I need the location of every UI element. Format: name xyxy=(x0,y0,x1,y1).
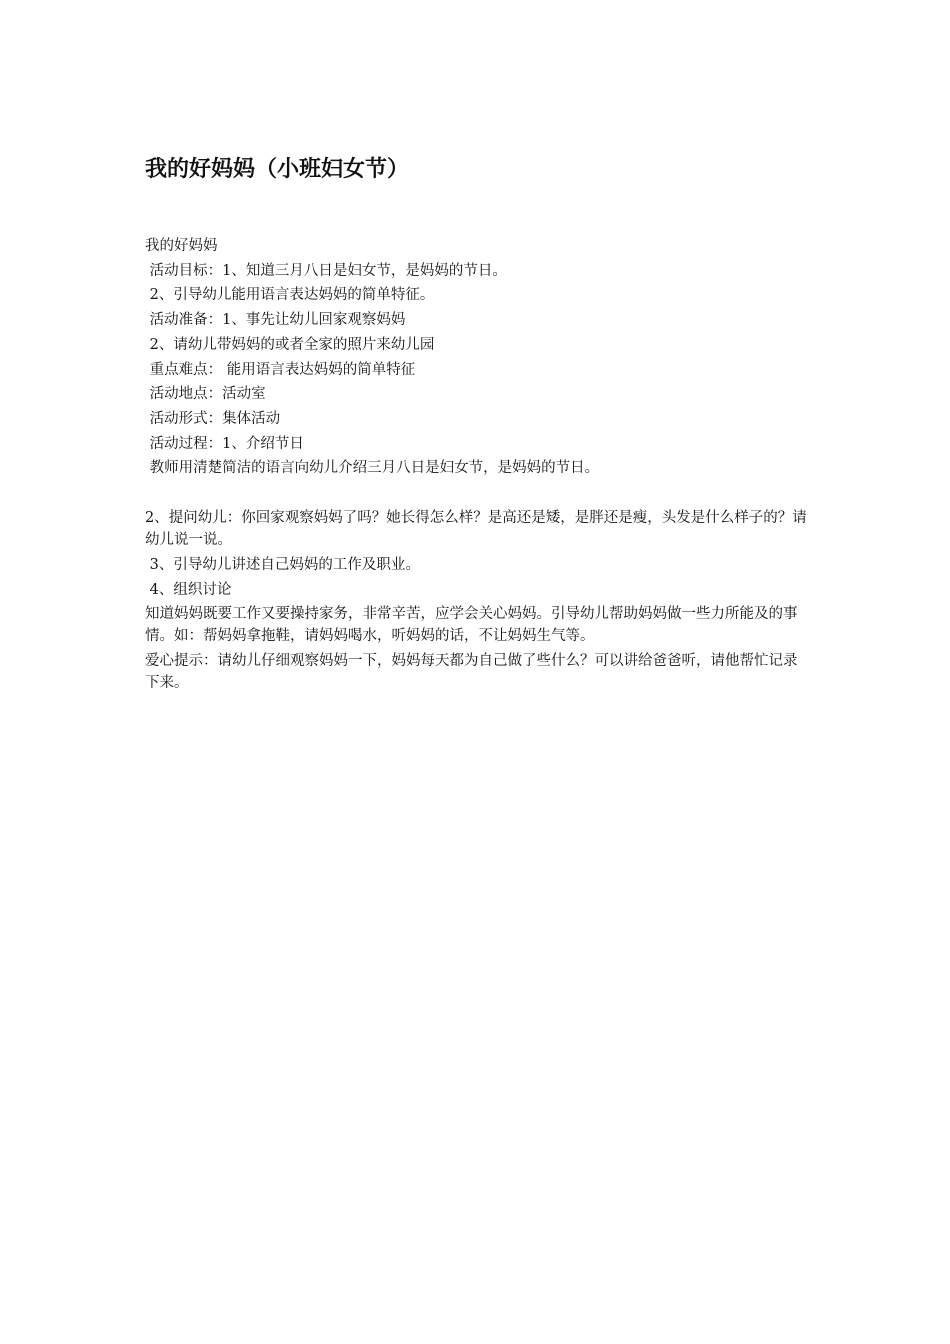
preparation-line-2: 2、请幼儿带妈妈的或者全家的照片来幼儿园 xyxy=(145,336,435,353)
process-line: 活动过程：1、介绍节日 xyxy=(145,435,304,452)
key-difficulty-line: 重点难点： 能用语言表达妈妈的简单特征 xyxy=(145,361,416,378)
document-title: 我的好妈妈（小班妇女节） xyxy=(145,157,410,182)
step3-line: 3、引导幼儿讲述自己妈妈的工作及职业。 xyxy=(145,557,420,574)
step4-line: 4、组织讨论 xyxy=(145,581,232,598)
goal-line-1: 活动目标：1、知道三月八日是妇女节，是妈妈的节日。 xyxy=(145,262,507,279)
preparation-line-1: 活动准备：1、事先让幼儿回家观察妈妈 xyxy=(145,312,406,329)
question-paragraph: 2、提问幼儿：你回家观察妈妈了吗？她长得怎么样？是高还是矮，是胖还是瘦，头发是什么样子的？请幼儿说一说。 xyxy=(145,510,807,549)
subtitle-line: 我的好妈妈 xyxy=(145,238,218,254)
teacher-intro-line: 教师用清楚简洁的语言向幼儿介绍三月八日是妇女节，是妈妈的节日。 xyxy=(145,460,600,477)
tip-paragraph: 爱心提示：请幼儿仔细观察妈妈一下，妈妈每天都为自己做了些什么？可以讲给爸爸听，请他帮忙记录下来。 xyxy=(145,653,798,692)
format-line: 活动形式：集体活动 xyxy=(145,410,281,427)
blank-spacer xyxy=(145,481,810,506)
location-line: 活动地点：活动室 xyxy=(145,386,266,403)
document-body xyxy=(145,234,810,696)
discussion-paragraph: 知道妈妈既要工作又要操持家务，非常辛苦，应学会关心妈妈。引导幼儿帮助妈妈做一些力所能及的事情。如：帮妈妈拿拖鞋，请妈妈喝水，听妈妈的话，不让妈妈生气等。 xyxy=(145,606,798,645)
goal-line-2: 2、引导幼儿能用语言表达妈妈的简单特征。 xyxy=(145,287,435,304)
